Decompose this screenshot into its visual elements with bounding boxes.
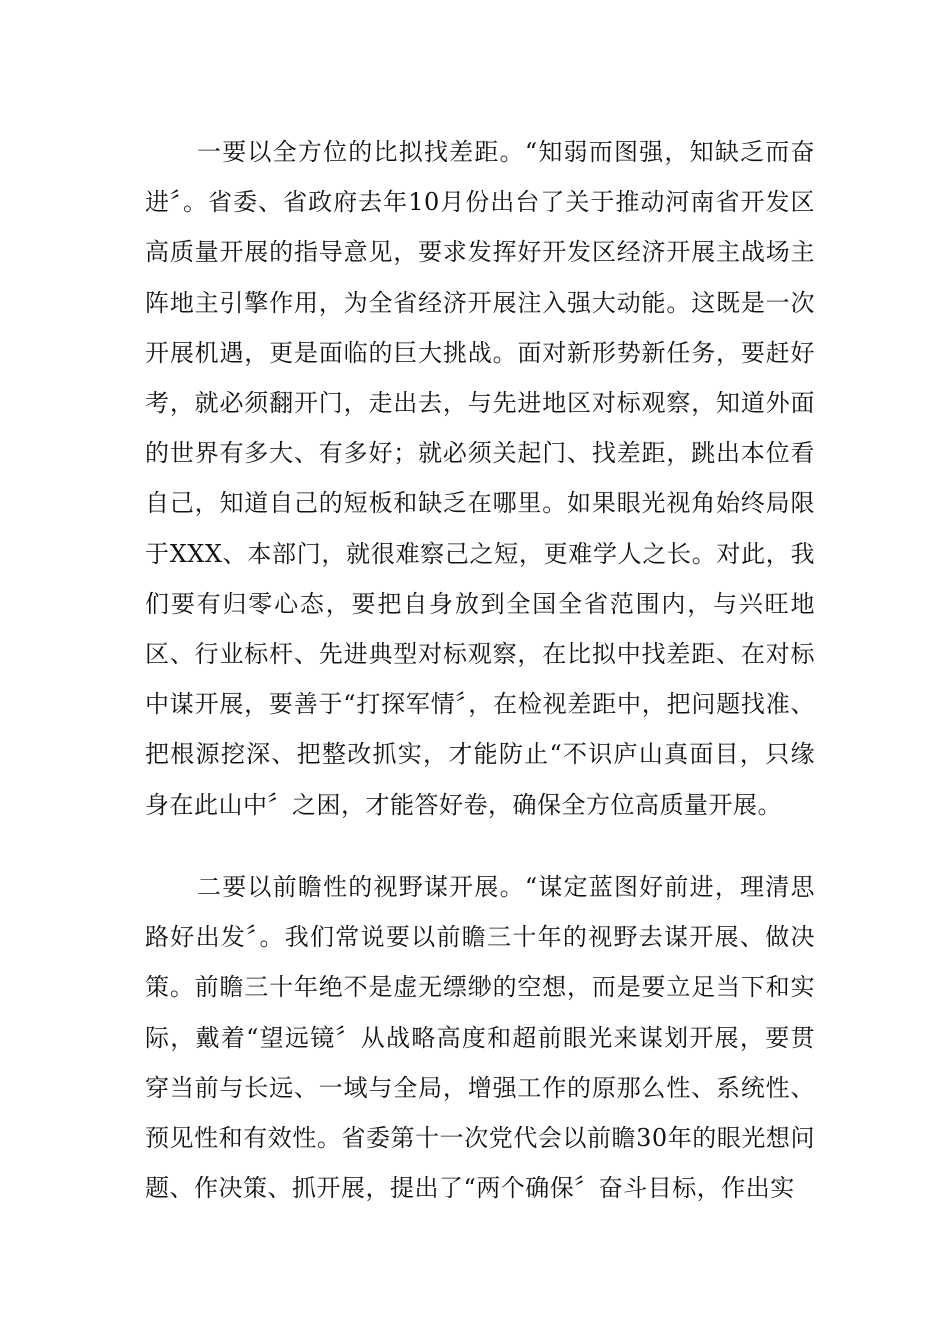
paragraph-1: 一要以全方位的比拟找差距。“知弱而图强，知缺乏而奋进〞。省委、省政府去年10月份出台了关于推动河南省开发区高质量开展的指导意见，要求发挥好开发区经济开展主战场主阵地主引擎作用，为全省经济开展注入强大动能。这既是一次开展机遇，更是面临的巨大挑战。面对新形势新任务，要赶好考，就必须翻开门，走出去，与先进地区对标观察，知道外面的世界有多大、有多好；就必须关起门、找差距，跳出本位看自己，知道自己的短板和缺乏在哪里。如果眼光视角始终局限于XXX、本部门，就很难察己之短，更难学人之长。对此，我们要有归零心态，要把自身放到全国全省范围内，与兴旺地区、行业标杆、先进典型对标观察，在比拟中找差距、在对标中谋开展，要善于“打探军情〞，在检视差距中，把问题找准、把根源挖深、把整改抓实，才能防止“不识庐山真面目，只缘身在此山中〞之困，才能答好卷，确保全方位高质量开展。	[145, 138, 815, 819]
paragraph-2: 二要以前瞻性的视野谋开展。“谋定蓝图好前进，理清思路好出发〞。我们常说要以前瞻三十年的视野去谋开展、做决策。前瞻三十年绝不是虚无缥缈的空想，而是要立足当下和实际，戴着“望远镜〞从战略高度和超前眼光来谋划开展，要贯穿当前与长远、一域与全局，增强工作的原那么性、系统性、预见性和有效性。省委第十一次党代会以前瞻30年的眼光想问题、作决策、抓开展，提出了“两个确保〞奋斗目标，作出实	[145, 873, 815, 1203]
